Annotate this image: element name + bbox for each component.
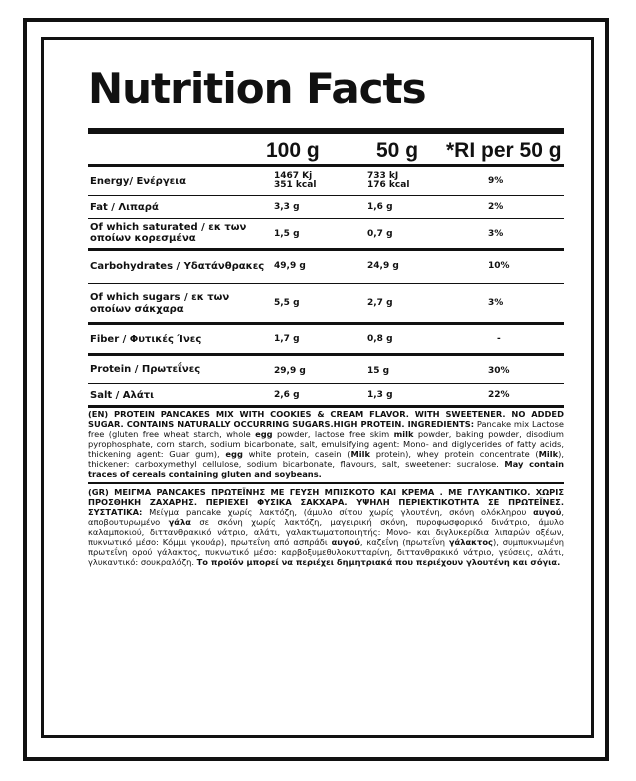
table-row-protein <box>88 356 564 384</box>
column-header-50g: 50 g <box>376 139 419 162</box>
row-label: Energy/ Ενέργεια <box>90 176 186 187</box>
table-row-saturated <box>88 219 564 251</box>
value-100g: 3,3 g <box>274 202 300 212</box>
table-row-energy <box>88 168 564 196</box>
value-50g: 1,6 g <box>367 202 393 212</box>
trace-warning-en: May contain traces of cereals containing gluten and soybeans. <box>88 459 564 479</box>
row-label: Fiber / Φυτικές Ίνες <box>90 334 202 345</box>
value-ri: 2% <box>488 202 504 212</box>
row-label-line2: οποίων σάκχαρα <box>90 304 184 315</box>
ingredients-gr-heading: (GR) ΜΕΙΓΜΑ PANCAKES ΠΡΩΤΕΪΝΗΣ ΜΕ ΓΕΥΣΗ ΜΠΙΣΚΟΤΟ ΚΑΙ ΚΡΕΜΑ . ΜΕ ΓΛΥΚΑΝΤΙΚΟ. ΧΩΡΙΣ ΠΡΟΣΘΗΚΗ ΖΑΧΑΡΗΣ. ΠΕΡΙΕΧΕΙ ΦΥΣΙΚΑ ΣΑΚΧΑΡΑ. ΥΨΗΛΗ ΠΕΡΙΕΚΤΙΚΟΤΗΤΑ ΣΕ ΠΡΩΤΕΪΝΕΣ. ΣΥΣΤΑΤΙΚΑ: <box>88 487 564 517</box>
allergen-egg: egg <box>225 449 243 459</box>
row-label: Fat / Λιπαρά <box>90 202 159 213</box>
allergen-milk: milk <box>393 429 414 439</box>
table-row-fat <box>88 196 564 219</box>
value-50g-line1: 733 kJ <box>367 171 399 181</box>
ingredients-en-text: ), thickener: carboxymethyl cellulose, sodium bicarbonate, flavours, salt, sweetener: sucralose. <box>88 449 564 469</box>
ingredients-gr-text: ), συμπυκνωμένη πρωτεΐνη ορού γάλακτος, πυκνωτικό μέσο: καρβοξυμεθυλοκυτταρίνη, διττανθρακικό νάτριο, γεύσεις, αλάτι, γλυκαντικό: σουκραλόζη. <box>88 537 564 567</box>
row-label-line1: Of which sugars / εκ των <box>90 292 230 303</box>
allergen-milk: Milk <box>350 449 370 459</box>
ingredients-gr-text: , καζεΐνη (πρωτεΐνη <box>359 537 449 547</box>
ingredients-en-text: white protein, casein ( <box>242 449 351 459</box>
row-label: Protein / Πρωτεΐνες <box>90 364 201 375</box>
table-row-salt <box>88 384 564 408</box>
value-ri: 3% <box>488 229 504 239</box>
nutrition-table <box>88 168 564 408</box>
language-separator <box>88 482 564 484</box>
value-ri: 9% <box>488 176 504 186</box>
row-label: Carbohydrates / Υδατάνθρακες <box>90 261 265 272</box>
value-50g: 0,7 g <box>367 229 393 239</box>
title-rule <box>88 128 564 134</box>
table-row-sugars <box>88 284 564 325</box>
value-100g: 29,9 g <box>274 366 306 376</box>
column-header-ri: *RI per 50 g <box>446 139 562 162</box>
allergen-milk: γάλακτος <box>448 537 493 547</box>
ingredients-gr-text: Μείγμα pancake χωρίς λακτόζη, (άμυλο σίτου χωρίς γλουτένη, σκόνη ολόκληρου <box>142 507 534 517</box>
value-100g-line1: 1467 Kj <box>274 171 313 181</box>
value-50g: 0,8 g <box>367 334 393 344</box>
value-ri: - <box>497 334 501 344</box>
value-50g: 15 g <box>367 366 390 376</box>
ingredients-en-heading: (EN) PROTEIN PANCAKES MIX WITH COOKIES & CREAM FLAVOR. WITH SWEETENER. NO ADDED SUGAR. CONTAINS NATURALLY OCCURRING SUGARS.HIGH PROTEIN. INGREDIENTS: <box>88 409 564 429</box>
ingredients-gr-text: σε σκόνη χωρίς λακτόζη, μαγειρική σκόνη, πυροφωσφορικό δινάτριο, άμυλο καλαμποκιού, διττανθρακικό νάτριο, αλάτι, γαλακτωματοποιητής: Μονο- και διγλυκερίδια λιπαρών οξέων, πυκνωτικό μέσο: Κόμμι γκουάρ), πρωτεΐνη από ασπράδι <box>88 517 564 547</box>
row-label-line1: Of which saturated / εκ των <box>90 222 247 233</box>
allergen-milk: Milk <box>538 449 559 459</box>
ingredients-en-text: powder, baking powder, disodium pyrophosphate, corn starch, sodium bicarbonate, salt, emulsifying agent: Mono- and diglycerides of fatty acids, thickening agent: Guar gum), <box>88 429 564 459</box>
value-ri: 10% <box>488 261 510 271</box>
value-100g: 1,5 g <box>274 229 300 239</box>
ingredients-block <box>88 409 564 567</box>
ingredients-en-text: protein), whey protein concentrate ( <box>369 449 539 459</box>
table-row-carbohydrates <box>88 251 564 284</box>
ingredients-en <box>88 409 564 479</box>
value-100g: 1,7 g <box>274 334 300 344</box>
value-50g: 1,3 g <box>367 390 393 400</box>
value-50g-line2: 176 kcal <box>367 180 410 190</box>
page-title: Nutrition Facts <box>88 64 426 113</box>
value-50g: 24,9 g <box>367 261 399 271</box>
header-rule <box>88 164 564 167</box>
row-label-line2: οποίων κορεσμένα <box>90 233 196 244</box>
row-label: Salt / Αλάτι <box>90 390 154 401</box>
allergen-milk: γάλα <box>168 517 191 527</box>
ingredients-en-text: powder, lactose free skim <box>272 429 394 439</box>
value-100g-line2: 351 kcal <box>274 180 317 190</box>
column-header-100g: 100 g <box>266 139 320 162</box>
ingredients-en-text: Pancake mix Lactose free (gluten free wheat starch, whole <box>88 419 565 439</box>
value-100g: 2,6 g <box>274 390 300 400</box>
trace-warning-gr: Το προϊόν μπορεί να περιέχει δημητριακά που περιέχουν γλουτένη και σόγια. <box>196 557 561 567</box>
value-50g: 2,7 g <box>367 298 393 308</box>
allergen-egg: αυγού <box>533 507 562 517</box>
allergen-egg: αυγού <box>331 537 360 547</box>
value-ri: 22% <box>488 390 510 400</box>
value-ri: 3% <box>488 298 504 308</box>
table-row-fiber <box>88 325 564 356</box>
column-header-row <box>88 138 564 166</box>
allergen-egg: egg <box>255 429 273 439</box>
value-100g: 49,9 g <box>274 261 306 271</box>
value-100g: 5,5 g <box>274 298 300 308</box>
ingredients-gr-text: , αποβουτυρωμένο <box>88 507 564 527</box>
value-ri: 30% <box>488 366 510 376</box>
ingredients-gr <box>88 487 564 567</box>
